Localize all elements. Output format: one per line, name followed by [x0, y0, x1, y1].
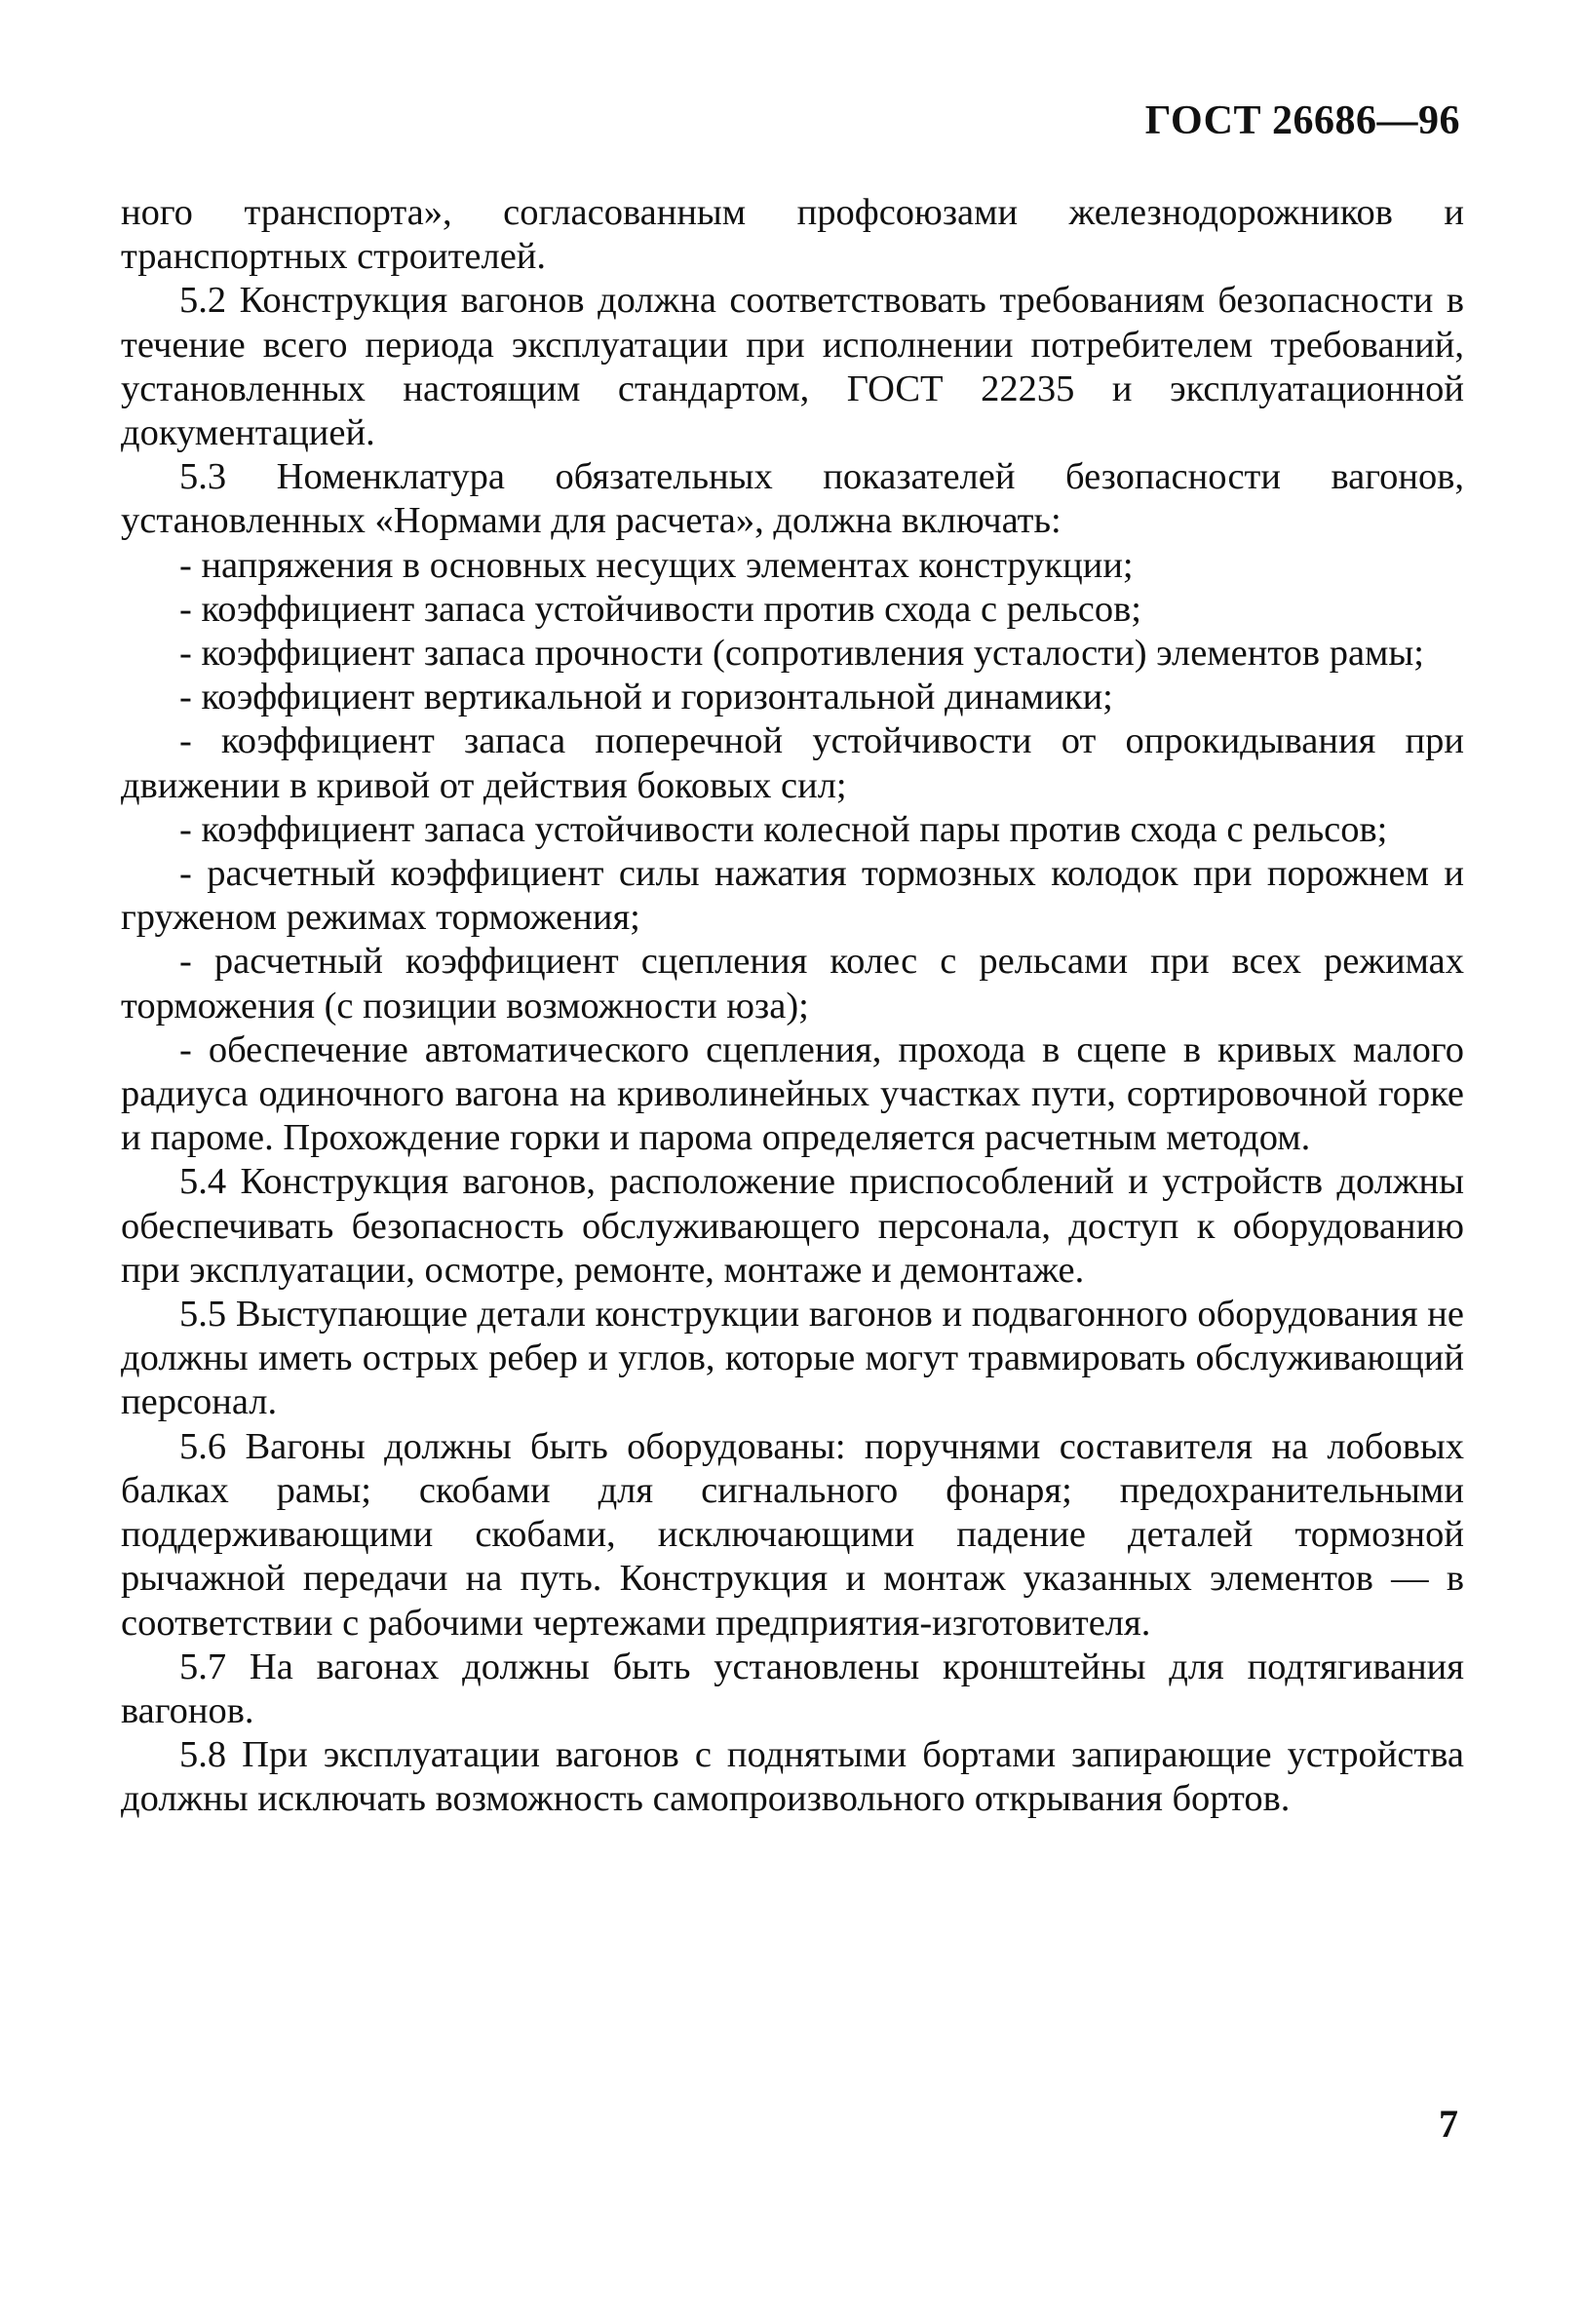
list-item: - расчетный коэффициент сцепления колес с рельсами при всех режимах торможения (с позиции возможности юза); [121, 941, 1464, 1026]
list-item: - коэффициент вертикальной и горизонтальной динамики; [179, 677, 1113, 718]
list-item: - коэффициент запаса устойчивости против схода с рельсов; [179, 588, 1141, 630]
paragraph-5-5: 5.5 Выступающие детали конструкции вагонов и подвагонного оборудования не должны иметь острых ребер и углов, которые могут травмировать обслуживающий персонал. [121, 1294, 1464, 1423]
list-item: - коэффициент запаса прочности (сопротивления усталости) элементов рамы; [179, 633, 1424, 675]
paragraph-5-3: 5.3 Номенклатура обязательных показателей безопасности вагонов, установленных «Нормами для расчета», должна включать: [121, 456, 1464, 542]
paragraph-5-6: 5.6 Вагоны должны быть оборудованы: поручнями составителя на лобовых балках рамы; скобами для сигнального фонаря; предохранительными поддерживающими скобами, исключающими падение деталей тормозной рычажной передачи на путь. Конструкция и монтаж указанных элементов — в соответствии с рабочими чертежами предприятия-изготовителя. [121, 1425, 1464, 1644]
list-item: - коэффициент запаса устойчивости колесной пары против схода с рельсов; [179, 808, 1388, 850]
page-number: 7 [1439, 2102, 1458, 2146]
list-item: - расчетный коэффициент силы нажатия тормозных колодок при порожнем и груженом режимах торможения; [121, 853, 1464, 939]
list-item: - коэффициент запаса поперечной устойчивости от опрокидывания при движении в кривой от действия боковых сил; [121, 720, 1464, 806]
standard-code-header: ГОСТ 26686—96 [1144, 98, 1460, 143]
paragraph-continuation: ного транспорта», согласованным профсоюзами железнодорожников и транспортных строителей. [121, 192, 1464, 278]
list-item: - напряжения в основных несущих элементах конструкции; [179, 544, 1134, 586]
paragraph-5-4: 5.4 Конструкция вагонов, расположение приспособлений и устройств должны обеспечивать безопасность обслуживающего персонала, доступ к оборудованию при эксплуатации, осмотре, ремонте, монтаже и демонтаже. [121, 1161, 1464, 1291]
paragraph-5-7: 5.7 На вагонах должны быть установлены кронштейны для подтягивания вагонов. [121, 1646, 1464, 1731]
list-item: - обеспечение автоматического сцепления, прохода в сцепе в кривых малого радиуса одиночного вагона на криволинейных участках пути, сортировочной горке и пароме. Прохождение горки и парома определяется расчетным методом. [121, 1028, 1464, 1159]
paragraph-5-8: 5.8 При эксплуатации вагонов с поднятыми бортами запирающие устройства должны исключать возможность самопроизвольного открывания бортов. [121, 1734, 1464, 1820]
paragraph-5-2: 5.2 Конструкция вагонов должна соответствовать требованиям безопасности в течение всего периода эксплуатации при исполнении потребителем требований, установленных настоящим стандартом, ГОСТ 22235 и эксплуатационной документацией. [121, 280, 1464, 454]
body-text [121, 191, 1464, 1822]
